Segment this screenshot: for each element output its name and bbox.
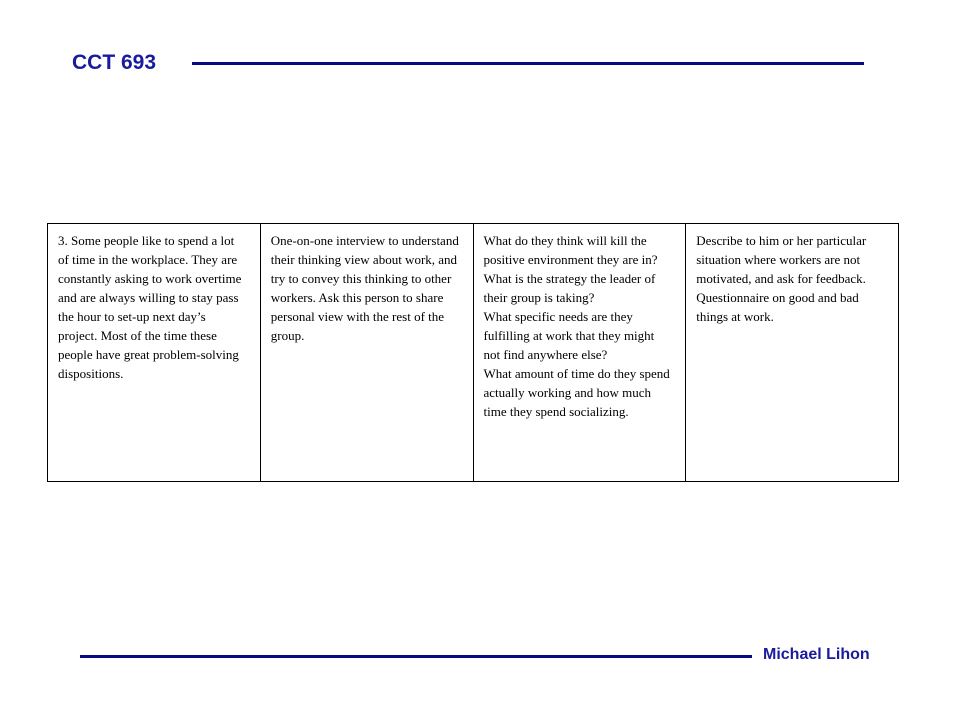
cell-text: 3. Some people like to spend a lot of time in the workplace. They are constantly asking to work overtime and are always willing to stay pass the hour to set-up next day’s project. Most of the time these people have great problem-solving dispositions. xyxy=(58,233,242,381)
table-cell-method xyxy=(260,224,473,482)
footer-divider xyxy=(80,655,752,658)
cell-text: Describe to him or her particular situation where workers are not motivated, and ask for feedback. Questionnaire on good and bad things at work. xyxy=(696,233,867,324)
table-cell-description xyxy=(48,224,261,482)
table-row xyxy=(48,224,899,482)
table-cell-approach xyxy=(686,224,899,482)
cell-text: One-on-one interview to understand their thinking view about work, and try to convey this thinking to other workers. Ask this person to share personal view with the rest of the group. xyxy=(270,233,459,343)
content-table xyxy=(47,223,899,482)
slide-title: CCT 693 xyxy=(72,51,157,74)
table-cell-questions xyxy=(473,224,686,482)
cell-text: What do they think will kill the positive environment they are in? What is the strategy the leader of their group is taking? What specific needs are they fulfilling at work that they might not find anywhere else? What amount of time do they spend actually working and how much time they spend socializing. xyxy=(483,233,670,419)
author-name: Michael Lihon xyxy=(763,646,870,663)
header-divider xyxy=(192,62,864,65)
